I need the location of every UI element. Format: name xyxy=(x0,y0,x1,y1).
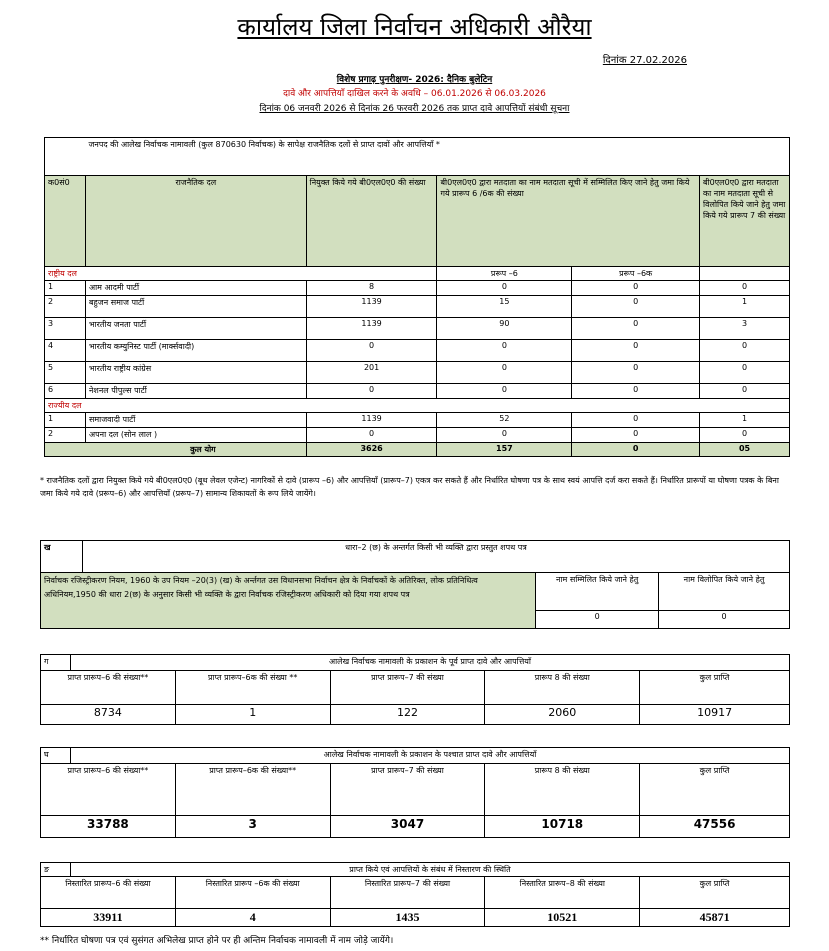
section-d-header: निस्तारित प्रारूप–8 की संख्या xyxy=(485,877,640,909)
party-name-cell: समाजवादी पार्टी xyxy=(85,413,306,428)
national-parties-label: राष्ट्रीय दल xyxy=(45,267,437,281)
affidavit-value-include: 0 xyxy=(536,611,659,629)
party-name-cell: आम आदमी पार्टी xyxy=(85,281,306,296)
total-label: कुल योग xyxy=(45,443,307,457)
party-row xyxy=(45,281,790,296)
section-d-header: कुल प्राप्ति xyxy=(640,877,790,909)
pre-publication-table xyxy=(40,654,790,725)
form6k-count-cell: 0 xyxy=(572,296,700,318)
section-gh-value: 3047 xyxy=(330,816,485,838)
serial-cell: 6 xyxy=(45,384,86,399)
total-f6k: 0 xyxy=(572,443,700,457)
col-header-form6: बी0एल0ए0 द्वारा मतदाता का नाम मतदाता सूची में सम्मिलित किए जाने हेतु जमा किये गये प्रारूप 6 /6क की संख्या xyxy=(437,176,700,267)
section-intro: जनपद की आलेख निर्वाचक नामावली (कुल 870630 निर्वाचक) के सापेक्ष राजनैतिक दलों से प्राप्त दावों और आपत्तियाँ * xyxy=(85,138,789,176)
party-table xyxy=(44,137,790,457)
serial-cell: 3 xyxy=(45,318,86,340)
section-d-tag: ङ xyxy=(41,863,71,877)
serial-cell: 2 xyxy=(45,428,86,443)
serial-cell: 5 xyxy=(45,362,86,384)
section-gh-value: 10718 xyxy=(485,816,640,838)
form6k-count-cell: 0 xyxy=(572,384,700,399)
serial-cell: 2 xyxy=(45,296,86,318)
serial-cell: 4 xyxy=(45,340,86,362)
bla-count-cell: 0 xyxy=(306,384,437,399)
form6k-count-cell: 0 xyxy=(572,318,700,340)
total-bla: 3626 xyxy=(306,443,437,457)
footer-note: ** निर्धारित घोषणा पत्र एवं सुसंगत अभिलेख प्राप्त होने पर ही अन्तिम निर्वाचक नामावली में नाम जोड़े जायेंगे। xyxy=(40,936,394,946)
party-name-cell: भारतीय जनता पार्टी xyxy=(85,318,306,340)
section-d-value: 10521 xyxy=(485,909,640,927)
section-g-value: 122 xyxy=(330,705,485,725)
total-f6: 157 xyxy=(437,443,572,457)
bulletin-title: विशेष प्रगाढ़ पुनरीक्षण- 2026: दैनिक बुलेटिन xyxy=(336,75,493,85)
total-f7: 05 xyxy=(700,443,790,457)
affidavit-col-delete: नाम विलोपित किये जाने हेतु xyxy=(659,573,790,611)
form6-count-cell: 52 xyxy=(437,413,572,428)
party-note: * राजनैतिक दलों द्वारा नियुक्त किये गये बी0एल0ए0 (बूथ लेवल एजेन्ट) नागरिकों से दावे (प्रारूप –6) और आपत्तियाँ (प्रारूप–7) एकत्र कर सकते हैं और निर्धारित घोषणा पत्र के साथ स्वयं आपत्ति दर्ज करा सकते हैं। निर्धारित प्रारूपों या घोषणा पत्रक के बिना जमा किये गये दावे (प्ररूप–6) और आपत्तियाँ (प्ररूप–7) सामान्य शिकायतों के रूप लिये जायेंगे। xyxy=(40,476,779,498)
form6k-count-cell: 0 xyxy=(572,362,700,384)
disposal-table xyxy=(40,862,790,927)
post-publication-table xyxy=(40,747,790,838)
party-name-cell: बहुजन समाज पार्टी xyxy=(85,296,306,318)
section-gh-value: 3 xyxy=(175,816,330,838)
form7-count-cell: 0 xyxy=(700,281,790,296)
affidavit-value-delete: 0 xyxy=(659,611,790,629)
col-header-party: राजनैतिक दल xyxy=(85,176,306,267)
form6-count-cell: 15 xyxy=(437,296,572,318)
total-row xyxy=(45,443,790,457)
report-date: दिनांक 27.02.2026 xyxy=(602,55,687,66)
form6k-count-cell: 0 xyxy=(572,340,700,362)
affidavit-table xyxy=(40,540,790,629)
form6-count-cell: 90 xyxy=(437,318,572,340)
section-gh-value: 47556 xyxy=(640,816,790,838)
section-gh-header: प्राप्त प्रारूप–6 की संख्या** xyxy=(41,764,176,816)
section-kh-title: धारा–2 (छ) के अन्तर्गत किसी भी व्यक्ति द्वारा प्रस्तुत शपथ पत्र xyxy=(82,541,789,573)
section-d-value: 1435 xyxy=(330,909,485,927)
col-header-bla: नियुक्त किये गये बी0एल0ए0 की संख्या xyxy=(306,176,437,267)
party-name-cell: नेशनल पीपुल्स पार्टी xyxy=(85,384,306,399)
bla-count-cell: 1139 xyxy=(306,318,437,340)
form7-count-cell: 0 xyxy=(700,428,790,443)
section-kh-tag: ख xyxy=(41,541,83,573)
col-header-form7: बी0एल0ए0 द्वारा मतदाता का नाम मतदाता सूची से विलोपित किये जाने हेतु जमा किये गये प्रारूप 7 की संख्या xyxy=(700,176,790,267)
party-name-cell: भारतीय कम्युनिस्ट पार्टी (मार्क्सवादी) xyxy=(85,340,306,362)
form6-count-cell: 0 xyxy=(437,362,572,384)
party-name-cell: अपना दल (सोन लाल ) xyxy=(85,428,306,443)
party-row xyxy=(45,428,790,443)
affidavit-text: निर्वाचक रजिस्ट्रीकरण नियम, 1960 के उप नियम –20(3) (ख) के अर्न्तगत उस विधानसभा निर्वाचन क्षेत्र के निर्वाचकों के अतिरिक्त, लोक प्रतिनिधित्व अधिनियम,1950 की धारा 2(छ) के अनुसार किसी भी व्यक्ति के द्वारा निर्वाचक रजिस्ट्रीकरण अधिकारी को दिया गया शपथ पत्र xyxy=(41,573,536,629)
bla-count-cell: 8 xyxy=(306,281,437,296)
party-row xyxy=(45,413,790,428)
section-g-header: प्राप्त प्रारूप–6 की संख्या** xyxy=(41,671,176,705)
section-d-header: निस्तारित प्रारूप –6क की संख्या xyxy=(175,877,330,909)
section-d-header: निस्तारित प्रारूप–6 की संख्या xyxy=(41,877,176,909)
party-row xyxy=(45,296,790,318)
section-gh-header: कुल प्राप्ति xyxy=(640,764,790,816)
form6k-label: प्ररूप –6क xyxy=(572,267,700,281)
section-gh-title: आलेख निर्वाचक नामावली के प्रकाशन के पश्चात प्राप्त दावे और आपत्तियाँ xyxy=(70,748,789,764)
party-row xyxy=(45,362,790,384)
section-g-tag: ग xyxy=(41,655,71,671)
party-row xyxy=(45,340,790,362)
form6-count-cell: 0 xyxy=(437,340,572,362)
state-parties-label: राज्यीय दल xyxy=(45,399,790,413)
form6-count-cell: 0 xyxy=(437,428,572,443)
section-g-value: 8734 xyxy=(41,705,176,725)
form7-count-cell: 1 xyxy=(700,413,790,428)
section-g-header: प्राप्त प्रारूप–7 की संख्या xyxy=(330,671,485,705)
section-g-value: 1 xyxy=(175,705,330,725)
section-gh-header: प्राप्त प्रारूप–7 की संख्या xyxy=(330,764,485,816)
serial-cell: 1 xyxy=(45,413,86,428)
section-d-value: 33911 xyxy=(41,909,176,927)
section-d-title: प्राप्त किये एवं आपत्तियों के संबंध में निस्तारण की स्थिति xyxy=(70,863,789,877)
page-title: कार्यालय जिला निर्वाचन अधिकारी औरैया xyxy=(237,13,592,41)
section-g-header: प्रारूप 8 की संख्या xyxy=(485,671,640,705)
form6-label: प्ररूप –6 xyxy=(437,267,572,281)
section-g-header: कुल प्राप्ति xyxy=(640,671,790,705)
form7-count-cell: 0 xyxy=(700,340,790,362)
form7-count-cell: 0 xyxy=(700,384,790,399)
section-d-value: 45871 xyxy=(640,909,790,927)
section-gh-tag: घ xyxy=(41,748,71,764)
form6-count-cell: 0 xyxy=(437,281,572,296)
section-gh-header: प्राप्त प्रारूप–6क की संख्या** xyxy=(175,764,330,816)
form7-count-cell: 0 xyxy=(700,362,790,384)
section-gh-header: प्रारूप 8 की संख्या xyxy=(485,764,640,816)
section-g-header: प्राप्त प्रारूप–6क की संख्या ** xyxy=(175,671,330,705)
form6k-count-cell: 0 xyxy=(572,413,700,428)
section-g-value: 10917 xyxy=(640,705,790,725)
section-g-value: 2060 xyxy=(485,705,640,725)
form6k-count-cell: 0 xyxy=(572,428,700,443)
bla-count-cell: 0 xyxy=(306,428,437,443)
period-text: दावे और आपत्तियाँ दाखिल करने के अवधि – 06.01.2026 से 06.03.2026 xyxy=(283,89,546,99)
serial-cell: 1 xyxy=(45,281,86,296)
form6-count-cell: 0 xyxy=(437,384,572,399)
form6k-count-cell: 0 xyxy=(572,281,700,296)
info-text: दिनांक 06 जनवरी 2026 से दिनांक 26 फरवरी 2026 तक प्राप्त दावे आपत्तियों संबंधी सूचना xyxy=(259,104,570,114)
section-d-header: निस्तारित प्रारूप–7 की संख्या xyxy=(330,877,485,909)
affidavit-col-include: नाम सम्मिलित किये जाने हेतु xyxy=(536,573,659,611)
bla-count-cell: 201 xyxy=(306,362,437,384)
party-row xyxy=(45,318,790,340)
section-g-title: आलेख निर्वाचक नामावली के प्रकाशन के पूर्व प्राप्त दावे और आपत्तियाँ xyxy=(70,655,789,671)
form7-count-cell: 3 xyxy=(700,318,790,340)
section-d-value: 4 xyxy=(175,909,330,927)
section-gh-value: 33788 xyxy=(41,816,176,838)
form7-count-cell: 1 xyxy=(700,296,790,318)
party-name-cell: भारतीय राष्ट्रीय कांग्रेस xyxy=(85,362,306,384)
col-header-serial: क0सं0 xyxy=(45,176,86,267)
bla-count-cell: 1139 xyxy=(306,413,437,428)
party-row xyxy=(45,384,790,399)
bla-count-cell: 1139 xyxy=(306,296,437,318)
bla-count-cell: 0 xyxy=(306,340,437,362)
